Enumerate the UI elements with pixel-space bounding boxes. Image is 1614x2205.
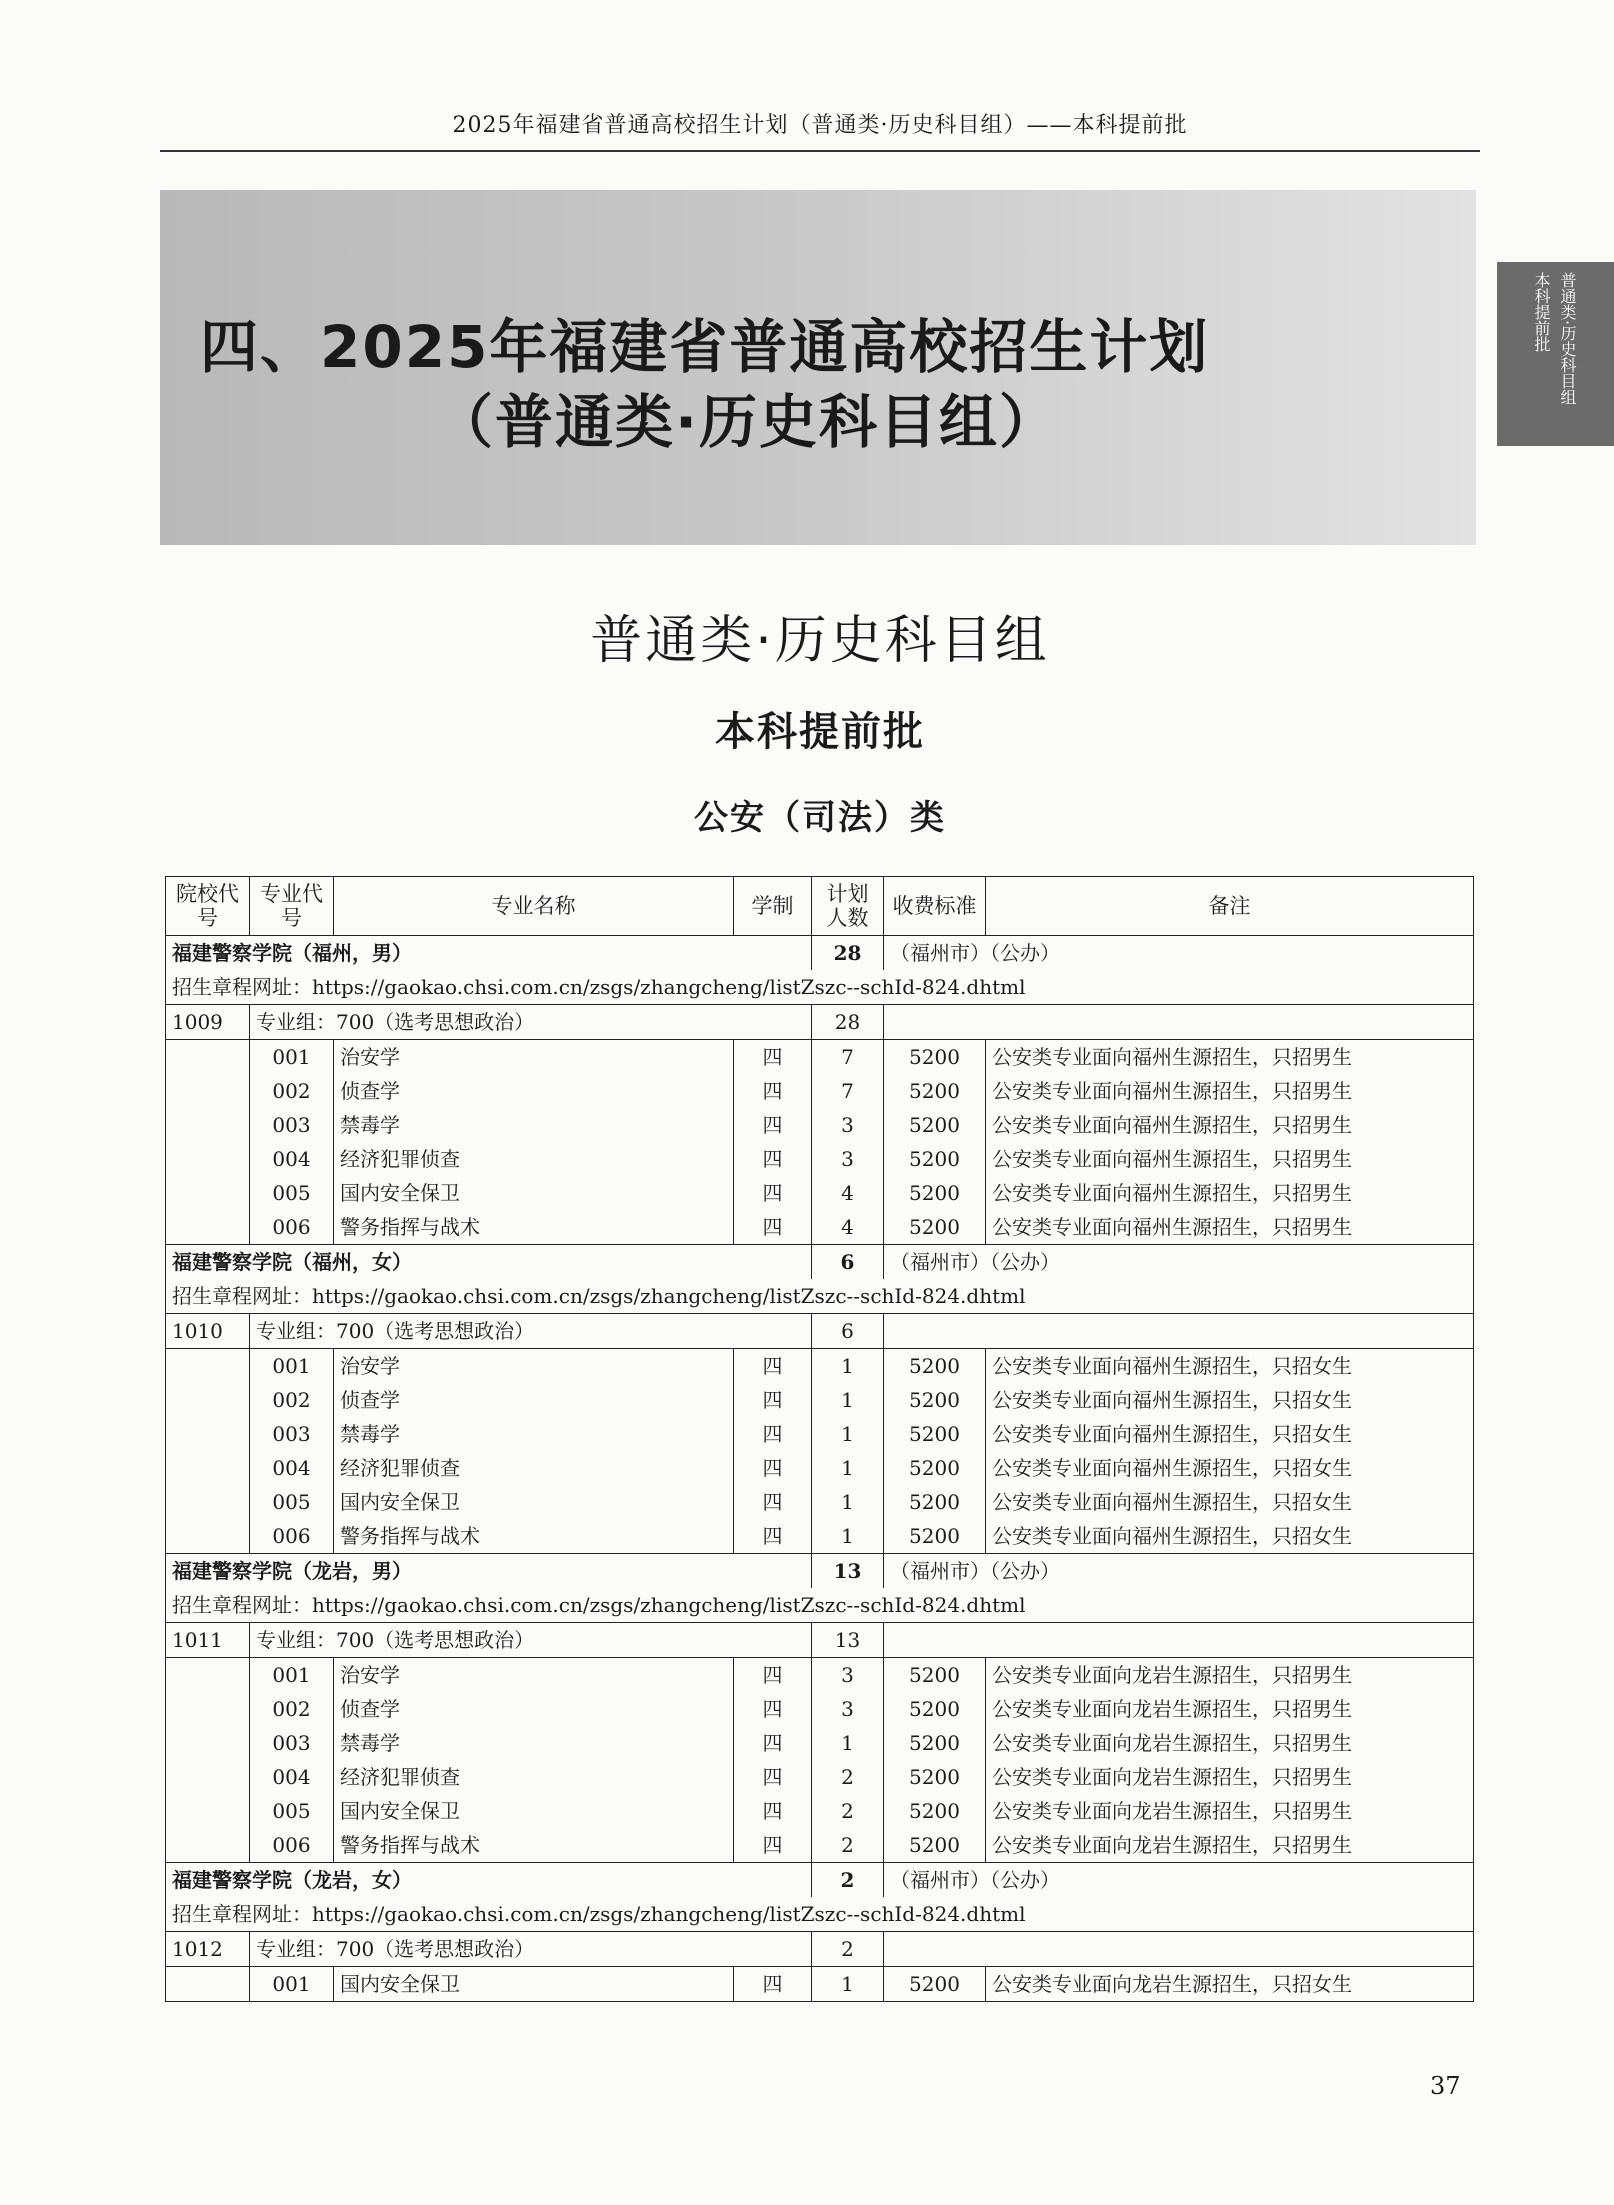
major-name: 禁毒学 (334, 1726, 734, 1760)
charter-url-link[interactable]: https://gaokao.chsi.com.cn/zsgs/zhangcheng/listZszc--schId-824.dhtml (312, 1902, 1026, 1926)
major-fee: 5200 (884, 1794, 986, 1828)
major-code: 005 (250, 1485, 334, 1519)
major-fee: 5200 (884, 1040, 986, 1075)
major-code: 002 (250, 1383, 334, 1417)
major-row (166, 1794, 1474, 1828)
charter-url-cell (166, 1279, 1474, 1314)
banner-title-line1: 四、2025年福建省普通高校招生计划 (200, 313, 1210, 381)
charter-url-label: 招生章程网址： (172, 1902, 312, 1926)
major-fee: 5200 (884, 1210, 986, 1245)
major-duration: 四 (734, 1519, 812, 1554)
group-label: 专业组：700（选考思想政治） (250, 1005, 812, 1040)
major-group-row (166, 1314, 1474, 1349)
major-name: 警务指挥与战术 (334, 1828, 734, 1863)
major-school-code-empty (166, 1383, 250, 1417)
group-label: 专业组：700（选考思想政治） (250, 1932, 812, 1967)
major-duration: 四 (734, 1383, 812, 1417)
table-body (166, 936, 1474, 2002)
major-duration: 四 (734, 1074, 812, 1108)
major-note: 公安类专业面向龙岩生源招生，只招男生 (986, 1828, 1474, 1863)
major-fee: 5200 (884, 1383, 986, 1417)
major-note: 公安类专业面向福州生源招生，只招女生 (986, 1451, 1474, 1485)
major-duration: 四 (734, 1794, 812, 1828)
major-duration: 四 (734, 1658, 812, 1693)
major-school-code-empty (166, 1349, 250, 1384)
major-duration: 四 (734, 1142, 812, 1176)
major-duration: 四 (734, 1967, 812, 2002)
major-note: 公安类专业面向福州生源招生，只招女生 (986, 1349, 1474, 1384)
major-fee: 5200 (884, 1760, 986, 1794)
major-plan: 7 (812, 1074, 884, 1108)
major-fee: 5200 (884, 1142, 986, 1176)
major-plan: 2 (812, 1828, 884, 1863)
major-row (166, 1074, 1474, 1108)
major-school-code-empty (166, 1074, 250, 1108)
major-name: 经济犯罪侦查 (334, 1760, 734, 1794)
major-note: 公安类专业面向龙岩生源招生，只招男生 (986, 1726, 1474, 1760)
major-fee: 5200 (884, 1519, 986, 1554)
charter-url-row (166, 1897, 1474, 1932)
major-fee: 5200 (884, 1417, 986, 1451)
group-note-empty (884, 1005, 1474, 1040)
major-school-code-empty (166, 1142, 250, 1176)
institution-location: （福州市）（公办） (884, 936, 1474, 971)
major-fee: 5200 (884, 1485, 986, 1519)
major-row (166, 1176, 1474, 1210)
major-note: 公安类专业面向福州生源招生，只招男生 (986, 1176, 1474, 1210)
major-row (166, 1967, 1474, 2002)
major-duration: 四 (734, 1176, 812, 1210)
major-name: 警务指挥与战术 (334, 1210, 734, 1245)
major-duration: 四 (734, 1451, 812, 1485)
major-school-code-empty (166, 1519, 250, 1554)
major-fee: 5200 (884, 1108, 986, 1142)
enrollment-plan-table (165, 876, 1474, 2002)
major-fee: 5200 (884, 1349, 986, 1384)
major-plan: 1 (812, 1519, 884, 1554)
major-group-row (166, 1005, 1474, 1040)
major-code: 001 (250, 1658, 334, 1693)
major-plan: 1 (812, 1349, 884, 1384)
group-school-code: 1009 (166, 1005, 250, 1040)
major-fee: 5200 (884, 1726, 986, 1760)
major-code: 003 (250, 1108, 334, 1142)
page-number: 37 (1430, 2072, 1461, 2100)
charter-url-link[interactable]: https://gaokao.chsi.com.cn/zsgs/zhangcheng/listZszc--schId-824.dhtml (312, 975, 1026, 999)
major-note: 公安类专业面向福州生源招生，只招男生 (986, 1142, 1474, 1176)
major-school-code-empty (166, 1485, 250, 1519)
charter-url-cell (166, 1897, 1474, 1932)
major-plan: 3 (812, 1658, 884, 1693)
major-code: 005 (250, 1176, 334, 1210)
major-plan: 7 (812, 1040, 884, 1075)
header-major-code: 专业代号 (250, 877, 334, 936)
major-plan: 1 (812, 1417, 884, 1451)
institution-location: （福州市）（公办） (884, 1554, 1474, 1589)
major-fee: 5200 (884, 1176, 986, 1210)
major-code: 003 (250, 1417, 334, 1451)
major-note: 公安类专业面向福州生源招生，只招女生 (986, 1417, 1474, 1451)
charter-url-row (166, 1588, 1474, 1623)
major-plan: 1 (812, 1383, 884, 1417)
major-row (166, 1142, 1474, 1176)
group-total: 2 (812, 1932, 884, 1967)
major-name: 国内安全保卫 (334, 1176, 734, 1210)
major-note: 公安类专业面向福州生源招生，只招男生 (986, 1074, 1474, 1108)
group-school-code: 1012 (166, 1932, 250, 1967)
major-name: 禁毒学 (334, 1417, 734, 1451)
major-code: 001 (250, 1040, 334, 1075)
major-fee: 5200 (884, 1658, 986, 1693)
major-name: 禁毒学 (334, 1108, 734, 1142)
group-school-code: 1010 (166, 1314, 250, 1349)
major-row (166, 1040, 1474, 1075)
charter-url-label: 招生章程网址： (172, 1284, 312, 1308)
major-duration: 四 (734, 1349, 812, 1384)
header-major-name: 专业名称 (334, 877, 734, 936)
major-group-row (166, 1623, 1474, 1658)
major-name: 国内安全保卫 (334, 1794, 734, 1828)
major-code: 005 (250, 1794, 334, 1828)
major-fee: 5200 (884, 1074, 986, 1108)
major-plan: 4 (812, 1176, 884, 1210)
major-row (166, 1210, 1474, 1245)
major-code: 006 (250, 1519, 334, 1554)
side-tab-section: 普通类·历史科目组 (1558, 272, 1577, 406)
group-label: 专业组：700（选考思想政治） (250, 1314, 812, 1349)
major-name: 侦查学 (334, 1692, 734, 1726)
institution-name: 福建警察学院（福州，男） (166, 936, 812, 971)
institution-row (166, 1863, 1474, 1898)
major-group-row (166, 1932, 1474, 1967)
major-school-code-empty (166, 1176, 250, 1210)
major-fee: 5200 (884, 1451, 986, 1485)
institution-location: （福州市）（公办） (884, 1863, 1474, 1898)
institution-row (166, 1245, 1474, 1280)
institution-row (166, 1554, 1474, 1589)
major-note: 公安类专业面向福州生源招生，只招男生 (986, 1210, 1474, 1245)
major-duration: 四 (734, 1108, 812, 1142)
major-row (166, 1383, 1474, 1417)
table-header-row (166, 877, 1474, 936)
major-code: 002 (250, 1692, 334, 1726)
group-note-empty (884, 1932, 1474, 1967)
major-code: 004 (250, 1142, 334, 1176)
major-school-code-empty (166, 1417, 250, 1451)
major-note: 公安类专业面向福州生源招生，只招男生 (986, 1108, 1474, 1142)
major-plan: 1 (812, 1485, 884, 1519)
charter-url-link[interactable]: https://gaokao.chsi.com.cn/zsgs/zhangcheng/listZszc--schId-824.dhtml (312, 1284, 1026, 1308)
institution-name: 福建警察学院（福州，女） (166, 1245, 812, 1280)
major-note: 公安类专业面向福州生源招生，只招女生 (986, 1519, 1474, 1554)
major-code: 006 (250, 1828, 334, 1863)
major-code: 001 (250, 1967, 334, 2002)
major-school-code-empty (166, 1692, 250, 1726)
charter-url-label: 招生章程网址： (172, 975, 312, 999)
major-duration: 四 (734, 1726, 812, 1760)
header-plan: 计划人数 (812, 877, 884, 936)
major-name: 国内安全保卫 (334, 1485, 734, 1519)
charter-url-label: 招生章程网址： (172, 1593, 312, 1617)
major-name: 经济犯罪侦查 (334, 1451, 734, 1485)
major-school-code-empty (166, 1794, 250, 1828)
major-name: 经济犯罪侦查 (334, 1142, 734, 1176)
major-name: 侦查学 (334, 1074, 734, 1108)
major-row (166, 1417, 1474, 1451)
major-plan: 2 (812, 1760, 884, 1794)
major-fee: 5200 (884, 1967, 986, 2002)
major-plan: 1 (812, 1451, 884, 1485)
group-label: 专业组：700（选考思想政治） (250, 1623, 812, 1658)
major-plan: 4 (812, 1210, 884, 1245)
major-name: 国内安全保卫 (334, 1967, 734, 2002)
major-note: 公安类专业面向龙岩生源招生，只招男生 (986, 1692, 1474, 1726)
major-school-code-empty (166, 1108, 250, 1142)
major-duration: 四 (734, 1760, 812, 1794)
major-plan: 1 (812, 1967, 884, 2002)
group-total: 6 (812, 1314, 884, 1349)
major-code: 003 (250, 1726, 334, 1760)
major-row (166, 1349, 1474, 1384)
header-rule (160, 150, 1480, 152)
section-title: 普通类·历史科目组 (590, 611, 1050, 671)
side-tab (1497, 262, 1614, 446)
major-plan: 3 (812, 1108, 884, 1142)
institution-total: 13 (812, 1554, 884, 1589)
major-plan: 1 (812, 1726, 884, 1760)
major-row (166, 1828, 1474, 1863)
institution-total: 6 (812, 1245, 884, 1280)
side-tab-batch: 本科提前批 (1532, 272, 1551, 352)
major-code: 004 (250, 1760, 334, 1794)
major-row (166, 1658, 1474, 1693)
major-school-code-empty (166, 1451, 250, 1485)
header-duration: 学制 (734, 877, 812, 936)
charter-url-link[interactable]: https://gaokao.chsi.com.cn/zsgs/zhangcheng/listZszc--schId-824.dhtml (312, 1593, 1026, 1617)
institution-total: 28 (812, 936, 884, 971)
major-note: 公安类专业面向福州生源招生，只招女生 (986, 1485, 1474, 1519)
institution-location: （福州市）（公办） (884, 1245, 1474, 1280)
major-school-code-empty (166, 1967, 250, 2002)
major-duration: 四 (734, 1485, 812, 1519)
major-name: 侦查学 (334, 1383, 734, 1417)
major-fee: 5200 (884, 1828, 986, 1863)
charter-url-row (166, 1279, 1474, 1314)
banner-title-line2: （普通类·历史科目组） (435, 388, 1060, 456)
institution-name: 福建警察学院（龙岩，男） (166, 1554, 812, 1589)
major-school-code-empty (166, 1658, 250, 1693)
batch-title: 本科提前批 (715, 709, 925, 755)
major-row (166, 1451, 1474, 1485)
header-note: 备注 (986, 877, 1474, 936)
group-total: 28 (812, 1005, 884, 1040)
major-row (166, 1726, 1474, 1760)
category-title: 公安（司法）类 (694, 798, 946, 838)
major-code: 004 (250, 1451, 334, 1485)
major-duration: 四 (734, 1210, 812, 1245)
charter-url-row (166, 970, 1474, 1005)
major-note: 公安类专业面向龙岩生源招生，只招男生 (986, 1760, 1474, 1794)
major-plan: 3 (812, 1692, 884, 1726)
major-row (166, 1519, 1474, 1554)
major-school-code-empty (166, 1210, 250, 1245)
major-note: 公安类专业面向龙岩生源招生，只招男生 (986, 1658, 1474, 1693)
major-note: 公安类专业面向福州生源招生，只招男生 (986, 1040, 1474, 1075)
major-name: 警务指挥与战术 (334, 1519, 734, 1554)
charter-url-cell (166, 970, 1474, 1005)
institution-name: 福建警察学院（龙岩，女） (166, 1863, 812, 1898)
major-note: 公安类专业面向龙岩生源招生，只招女生 (986, 1967, 1474, 2002)
major-note: 公安类专业面向福州生源招生，只招女生 (986, 1383, 1474, 1417)
group-school-code: 1011 (166, 1623, 250, 1658)
major-name: 治安学 (334, 1040, 734, 1075)
major-row (166, 1692, 1474, 1726)
group-note-empty (884, 1623, 1474, 1658)
header-fee: 收费标准 (884, 877, 986, 936)
major-code: 006 (250, 1210, 334, 1245)
major-note: 公安类专业面向龙岩生源招生，只招男生 (986, 1794, 1474, 1828)
institution-row (166, 936, 1474, 971)
major-row (166, 1760, 1474, 1794)
group-total: 13 (812, 1623, 884, 1658)
major-duration: 四 (734, 1040, 812, 1075)
major-fee: 5200 (884, 1692, 986, 1726)
charter-url-cell (166, 1588, 1474, 1623)
major-row (166, 1108, 1474, 1142)
header-school-code: 院校代号 (166, 877, 250, 936)
major-code: 001 (250, 1349, 334, 1384)
major-school-code-empty (166, 1828, 250, 1863)
major-duration: 四 (734, 1828, 812, 1863)
major-plan: 3 (812, 1142, 884, 1176)
group-note-empty (884, 1314, 1474, 1349)
major-duration: 四 (734, 1692, 812, 1726)
major-school-code-empty (166, 1760, 250, 1794)
major-row (166, 1485, 1474, 1519)
major-school-code-empty (166, 1726, 250, 1760)
major-name: 治安学 (334, 1658, 734, 1693)
major-duration: 四 (734, 1417, 812, 1451)
major-name: 治安学 (334, 1349, 734, 1384)
major-school-code-empty (166, 1040, 250, 1075)
institution-total: 2 (812, 1863, 884, 1898)
running-head: 2025年福建省普通高校招生计划（普通类·历史科目组）——本科提前批 (452, 113, 1188, 138)
major-plan: 2 (812, 1794, 884, 1828)
major-code: 002 (250, 1074, 334, 1108)
